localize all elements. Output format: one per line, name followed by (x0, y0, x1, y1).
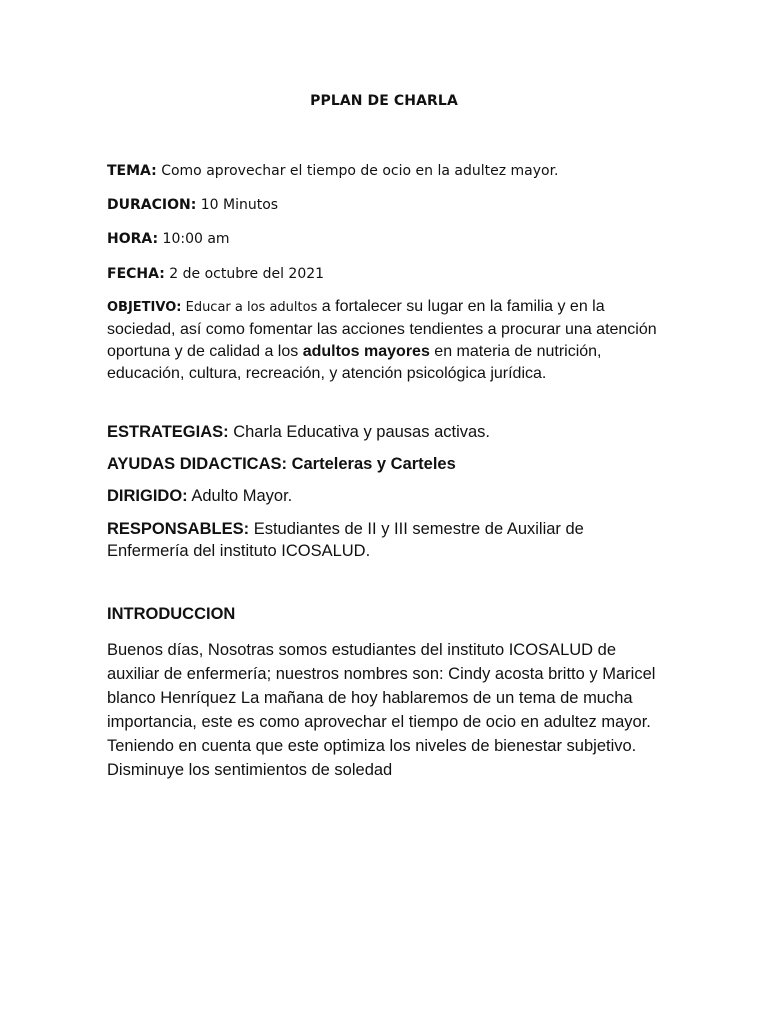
field-duracion (107, 195, 667, 215)
objetivo-label: OBJETIVO: (107, 300, 182, 315)
fecha-value: 2 de octubre del 2021 (164, 266, 325, 282)
ayudas-label: AYUDAS DIDACTICAS: (107, 455, 287, 473)
tema-value: Como aprovechar el tiempo de ocio en la adultez mayor. (156, 163, 559, 179)
introduccion-body: Buenos días, Nosotras somos estudiantes del instituto ICOSALUD de auxiliar de enfermería; nuestros nombres son: Cindy acosta britto y Maricel blanco Henríquez La mañana de hoy hablaremos de un tema de mucha importancia, este es como aprovechar el tiempo de ocio en adultez mayor. Teniendo en cuenta que este optimiza los niveles de bienestar subjetivo. Disminuye los sentimientos de soledad (107, 641, 656, 779)
tema-label: TEMA: (107, 163, 157, 179)
dirigido-label: DIRIGIDO: (107, 487, 188, 505)
field-hora (107, 229, 667, 249)
responsables-label: RESPONSABLES: (107, 520, 250, 538)
objetivo-lead: Educar a los adultos (181, 300, 318, 315)
estrategias-label: ESTRATEGIAS: (107, 423, 229, 441)
introduccion-heading: INTRODUCCION (107, 605, 236, 623)
field-ayudas-didacticas (107, 453, 667, 475)
fecha-label: FECHA: (107, 266, 165, 282)
field-estrategias (107, 421, 667, 443)
field-tema (107, 161, 667, 181)
hora-label: HORA: (107, 231, 159, 247)
duracion-label: DURACION: (107, 197, 197, 213)
objetivo-text-2: en materia de nutrición, educación, cultura, recreación, y atención psicológica jurídica. (107, 343, 602, 382)
field-responsables (107, 518, 667, 562)
hora-value: 10:00 am (158, 231, 230, 247)
field-objetivo (107, 296, 667, 385)
field-dirigido (107, 485, 667, 507)
dirigido-value: Adulto Mayor. (187, 487, 293, 505)
objetivo-emphasis: adultos mayores (302, 343, 430, 360)
duracion-value: 10 Minutos (196, 197, 279, 213)
ayudas-value: Carteleras y Carteles (287, 455, 456, 473)
field-fecha (107, 264, 667, 284)
document-title: PPLAN DE CHARLA (310, 93, 458, 109)
objetivo-text-1: a fortalecer su lugar en la familia y en la sociedad, así como fomentar las acciones tendientes a procurar una atención oportuna y de calidad a los (107, 298, 657, 360)
estrategias-value: Charla Educativa y pausas activas. (228, 423, 491, 441)
responsables-value: Estudiantes de II y III semestre de Auxiliar de Enfermería del instituto ICOSALUD. (107, 520, 584, 560)
